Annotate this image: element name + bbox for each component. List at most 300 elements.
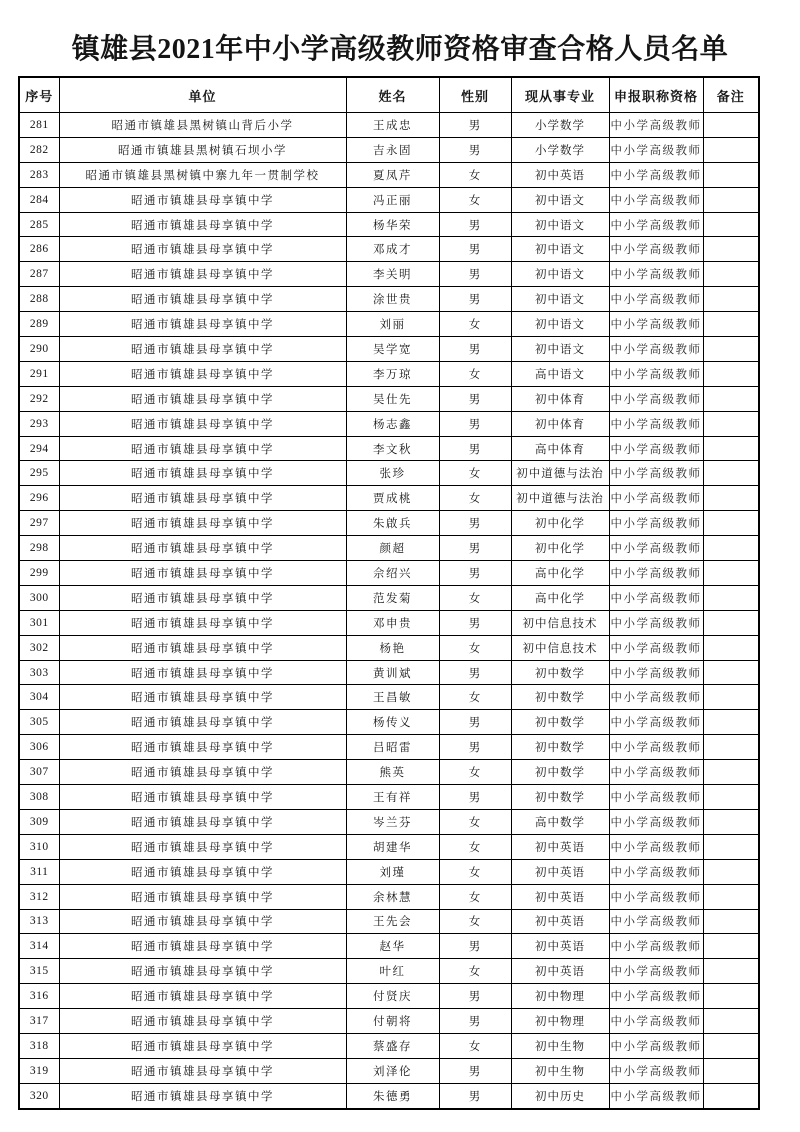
serial-cell: 283 bbox=[19, 162, 59, 187]
qualification-cell: 中小学高级教师 bbox=[609, 710, 703, 735]
remark-cell bbox=[703, 312, 759, 337]
qualification-cell: 中小学高级教师 bbox=[609, 610, 703, 635]
gender-cell: 男 bbox=[439, 137, 511, 162]
unit-cell: 昭通市镇雄县母享镇中学 bbox=[59, 436, 346, 461]
header-remark: 备注 bbox=[703, 77, 759, 113]
unit-cell: 昭通市镇雄县母享镇中学 bbox=[59, 785, 346, 810]
qualification-cell: 中小学高级教师 bbox=[609, 436, 703, 461]
remark-cell bbox=[703, 984, 759, 1009]
unit-cell: 昭通市镇雄县母享镇中学 bbox=[59, 486, 346, 511]
major-cell: 高中数学 bbox=[511, 809, 609, 834]
remark-cell bbox=[703, 785, 759, 810]
major-cell: 初中英语 bbox=[511, 834, 609, 859]
name-cell: 邓申贵 bbox=[346, 610, 439, 635]
unit-cell: 昭通市镇雄县母享镇中学 bbox=[59, 610, 346, 635]
remark-cell bbox=[703, 536, 759, 561]
table-row bbox=[19, 1009, 759, 1034]
serial-cell: 300 bbox=[19, 585, 59, 610]
major-cell: 初中语文 bbox=[511, 312, 609, 337]
serial-cell: 297 bbox=[19, 511, 59, 536]
major-cell: 初中语文 bbox=[511, 287, 609, 312]
table-row bbox=[19, 909, 759, 934]
table-row bbox=[19, 361, 759, 386]
unit-cell: 昭通市镇雄县母享镇中学 bbox=[59, 187, 346, 212]
name-cell: 李万琼 bbox=[346, 361, 439, 386]
gender-cell: 男 bbox=[439, 212, 511, 237]
name-cell: 蔡盛存 bbox=[346, 1033, 439, 1058]
name-cell: 熊英 bbox=[346, 760, 439, 785]
serial-cell: 317 bbox=[19, 1009, 59, 1034]
qualification-cell: 中小学高级教师 bbox=[609, 486, 703, 511]
table-row bbox=[19, 834, 759, 859]
remark-cell bbox=[703, 635, 759, 660]
table-row bbox=[19, 785, 759, 810]
qualification-cell: 中小学高级教师 bbox=[609, 361, 703, 386]
remark-cell bbox=[703, 909, 759, 934]
unit-cell: 昭通市镇雄县母享镇中学 bbox=[59, 859, 346, 884]
serial-cell: 303 bbox=[19, 660, 59, 685]
serial-cell: 284 bbox=[19, 187, 59, 212]
qualification-cell: 中小学高级教师 bbox=[609, 585, 703, 610]
serial-cell: 316 bbox=[19, 984, 59, 1009]
major-cell: 初中体育 bbox=[511, 386, 609, 411]
major-cell: 初中生物 bbox=[511, 1033, 609, 1058]
qualification-cell: 中小学高级教师 bbox=[609, 785, 703, 810]
gender-cell: 男 bbox=[439, 984, 511, 1009]
unit-cell: 昭通市镇雄县母享镇中学 bbox=[59, 710, 346, 735]
serial-cell: 313 bbox=[19, 909, 59, 934]
major-cell: 初中信息技术 bbox=[511, 635, 609, 660]
serial-cell: 315 bbox=[19, 959, 59, 984]
serial-cell: 293 bbox=[19, 411, 59, 436]
remark-cell bbox=[703, 287, 759, 312]
major-cell: 初中信息技术 bbox=[511, 610, 609, 635]
table-row bbox=[19, 411, 759, 436]
gender-cell: 男 bbox=[439, 1083, 511, 1108]
unit-cell: 昭通市镇雄县母享镇中学 bbox=[59, 287, 346, 312]
name-cell: 夏凤芹 bbox=[346, 162, 439, 187]
name-cell: 吴学宽 bbox=[346, 337, 439, 362]
unit-cell: 昭通市镇雄县母享镇中学 bbox=[59, 635, 346, 660]
remark-cell bbox=[703, 361, 759, 386]
unit-cell: 昭通市镇雄县母享镇中学 bbox=[59, 909, 346, 934]
table-row bbox=[19, 959, 759, 984]
name-cell: 杨志鑫 bbox=[346, 411, 439, 436]
header-serial: 序号 bbox=[19, 77, 59, 113]
gender-cell: 男 bbox=[439, 710, 511, 735]
gender-cell: 男 bbox=[439, 660, 511, 685]
table-row bbox=[19, 760, 759, 785]
qualification-cell: 中小学高级教师 bbox=[609, 337, 703, 362]
name-cell: 颜超 bbox=[346, 536, 439, 561]
unit-cell: 昭通市镇雄县母享镇中学 bbox=[59, 312, 346, 337]
gender-cell: 男 bbox=[439, 785, 511, 810]
table-row bbox=[19, 436, 759, 461]
serial-cell: 285 bbox=[19, 212, 59, 237]
table-row bbox=[19, 511, 759, 536]
header-gender: 性别 bbox=[439, 77, 511, 113]
unit-cell: 昭通市镇雄县黑树镇石坝小学 bbox=[59, 137, 346, 162]
major-cell: 初中英语 bbox=[511, 909, 609, 934]
serial-cell: 309 bbox=[19, 809, 59, 834]
serial-cell: 288 bbox=[19, 287, 59, 312]
header-major: 现从事专业 bbox=[511, 77, 609, 113]
unit-cell: 昭通市镇雄县母享镇中学 bbox=[59, 884, 346, 909]
name-cell: 李文秋 bbox=[346, 436, 439, 461]
remark-cell bbox=[703, 660, 759, 685]
major-cell: 初中化学 bbox=[511, 536, 609, 561]
major-cell: 初中语文 bbox=[511, 237, 609, 262]
unit-cell: 昭通市镇雄县母享镇中学 bbox=[59, 212, 346, 237]
name-cell: 张珍 bbox=[346, 461, 439, 486]
qualification-cell: 中小学高级教师 bbox=[609, 262, 703, 287]
serial-cell: 289 bbox=[19, 312, 59, 337]
name-cell: 刘泽伦 bbox=[346, 1058, 439, 1083]
gender-cell: 男 bbox=[439, 386, 511, 411]
table-row bbox=[19, 1033, 759, 1058]
qualification-cell: 中小学高级教师 bbox=[609, 536, 703, 561]
table-row bbox=[19, 660, 759, 685]
gender-cell: 女 bbox=[439, 1033, 511, 1058]
qualification-cell: 中小学高级教师 bbox=[609, 685, 703, 710]
unit-cell: 昭通市镇雄县母享镇中学 bbox=[59, 262, 346, 287]
qualification-cell: 中小学高级教师 bbox=[609, 212, 703, 237]
major-cell: 初中历史 bbox=[511, 1083, 609, 1108]
serial-cell: 301 bbox=[19, 610, 59, 635]
name-cell: 吕昭雷 bbox=[346, 735, 439, 760]
remark-cell bbox=[703, 386, 759, 411]
table-row bbox=[19, 287, 759, 312]
qualification-cell: 中小学高级教师 bbox=[609, 237, 703, 262]
remark-cell bbox=[703, 561, 759, 586]
unit-cell: 昭通市镇雄县母享镇中学 bbox=[59, 809, 346, 834]
major-cell: 初中数学 bbox=[511, 735, 609, 760]
unit-cell: 昭通市镇雄县黑树镇山背后小学 bbox=[59, 113, 346, 138]
serial-cell: 292 bbox=[19, 386, 59, 411]
remark-cell bbox=[703, 1058, 759, 1083]
serial-cell: 319 bbox=[19, 1058, 59, 1083]
unit-cell: 昭通市镇雄县母享镇中学 bbox=[59, 511, 346, 536]
gender-cell: 男 bbox=[439, 511, 511, 536]
name-cell: 吴仕先 bbox=[346, 386, 439, 411]
serial-cell: 291 bbox=[19, 361, 59, 386]
name-cell: 付朝将 bbox=[346, 1009, 439, 1034]
serial-cell: 311 bbox=[19, 859, 59, 884]
remark-cell bbox=[703, 610, 759, 635]
unit-cell: 昭通市镇雄县母享镇中学 bbox=[59, 660, 346, 685]
header-qualification: 申报职称资格 bbox=[609, 77, 703, 113]
gender-cell: 女 bbox=[439, 959, 511, 984]
name-cell: 岑兰芬 bbox=[346, 809, 439, 834]
table-row bbox=[19, 934, 759, 959]
serial-cell: 298 bbox=[19, 536, 59, 561]
gender-cell: 男 bbox=[439, 1009, 511, 1034]
remark-cell bbox=[703, 411, 759, 436]
remark-cell bbox=[703, 137, 759, 162]
unit-cell: 昭通市镇雄县母享镇中学 bbox=[59, 735, 346, 760]
table-row bbox=[19, 984, 759, 1009]
remark-cell bbox=[703, 834, 759, 859]
major-cell: 初中道德与法治 bbox=[511, 486, 609, 511]
name-cell: 黄训斌 bbox=[346, 660, 439, 685]
table-row bbox=[19, 312, 759, 337]
remark-cell bbox=[703, 585, 759, 610]
gender-cell: 女 bbox=[439, 312, 511, 337]
qualification-cell: 中小学高级教师 bbox=[609, 162, 703, 187]
table-row bbox=[19, 859, 759, 884]
table-row bbox=[19, 212, 759, 237]
major-cell: 初中数学 bbox=[511, 685, 609, 710]
qualification-cell: 中小学高级教师 bbox=[609, 511, 703, 536]
table-row bbox=[19, 585, 759, 610]
remark-cell bbox=[703, 685, 759, 710]
major-cell: 初中数学 bbox=[511, 785, 609, 810]
roster-table bbox=[18, 76, 760, 1110]
gender-cell: 男 bbox=[439, 561, 511, 586]
name-cell: 杨传义 bbox=[346, 710, 439, 735]
gender-cell: 女 bbox=[439, 909, 511, 934]
remark-cell bbox=[703, 262, 759, 287]
serial-cell: 320 bbox=[19, 1083, 59, 1108]
remark-cell bbox=[703, 884, 759, 909]
gender-cell: 男 bbox=[439, 934, 511, 959]
qualification-cell: 中小学高级教师 bbox=[609, 287, 703, 312]
major-cell: 初中生物 bbox=[511, 1058, 609, 1083]
major-cell: 初中数学 bbox=[511, 710, 609, 735]
unit-cell: 昭通市镇雄县母享镇中学 bbox=[59, 585, 346, 610]
name-cell: 朱德勇 bbox=[346, 1083, 439, 1108]
qualification-cell: 中小学高级教师 bbox=[609, 312, 703, 337]
unit-cell: 昭通市镇雄县母享镇中学 bbox=[59, 1083, 346, 1108]
remark-cell bbox=[703, 212, 759, 237]
table-row bbox=[19, 561, 759, 586]
table-row bbox=[19, 1083, 759, 1108]
gender-cell: 女 bbox=[439, 809, 511, 834]
remark-cell bbox=[703, 809, 759, 834]
major-cell: 高中化学 bbox=[511, 585, 609, 610]
qualification-cell: 中小学高级教师 bbox=[609, 735, 703, 760]
gender-cell: 男 bbox=[439, 337, 511, 362]
remark-cell bbox=[703, 1033, 759, 1058]
qualification-cell: 中小学高级教师 bbox=[609, 809, 703, 834]
major-cell: 小学数学 bbox=[511, 137, 609, 162]
header-name: 姓名 bbox=[346, 77, 439, 113]
major-cell: 初中英语 bbox=[511, 859, 609, 884]
table-row bbox=[19, 461, 759, 486]
name-cell: 朱啟兵 bbox=[346, 511, 439, 536]
gender-cell: 女 bbox=[439, 585, 511, 610]
qualification-cell: 中小学高级教师 bbox=[609, 1033, 703, 1058]
name-cell: 王先会 bbox=[346, 909, 439, 934]
qualification-cell: 中小学高级教师 bbox=[609, 1083, 703, 1108]
serial-cell: 308 bbox=[19, 785, 59, 810]
unit-cell: 昭通市镇雄县母享镇中学 bbox=[59, 461, 346, 486]
remark-cell bbox=[703, 859, 759, 884]
remark-cell bbox=[703, 760, 759, 785]
unit-cell: 昭通市镇雄县母享镇中学 bbox=[59, 386, 346, 411]
qualification-cell: 中小学高级教师 bbox=[609, 884, 703, 909]
name-cell: 贾成桃 bbox=[346, 486, 439, 511]
gender-cell: 男 bbox=[439, 1058, 511, 1083]
qualification-cell: 中小学高级教师 bbox=[609, 909, 703, 934]
remark-cell bbox=[703, 735, 759, 760]
remark-cell bbox=[703, 187, 759, 212]
page-title: 镇雄县2021年中小学高级教师资格审查合格人员名单 bbox=[71, 34, 729, 65]
remark-cell bbox=[703, 934, 759, 959]
table-row bbox=[19, 610, 759, 635]
gender-cell: 女 bbox=[439, 461, 511, 486]
unit-cell: 昭通市镇雄县母享镇中学 bbox=[59, 337, 346, 362]
unit-cell: 昭通市镇雄县母享镇中学 bbox=[59, 361, 346, 386]
qualification-cell: 中小学高级教师 bbox=[609, 760, 703, 785]
qualification-cell: 中小学高级教师 bbox=[609, 859, 703, 884]
remark-cell bbox=[703, 237, 759, 262]
table-row bbox=[19, 735, 759, 760]
name-cell: 冯正丽 bbox=[346, 187, 439, 212]
qualification-cell: 中小学高级教师 bbox=[609, 635, 703, 660]
qualification-cell: 中小学高级教师 bbox=[609, 1009, 703, 1034]
remark-cell bbox=[703, 1083, 759, 1108]
remark-cell bbox=[703, 959, 759, 984]
major-cell: 初中道德与法治 bbox=[511, 461, 609, 486]
qualification-cell: 中小学高级教师 bbox=[609, 461, 703, 486]
remark-cell bbox=[703, 113, 759, 138]
table-row bbox=[19, 486, 759, 511]
header-unit: 单位 bbox=[59, 77, 346, 113]
qualification-cell: 中小学高级教师 bbox=[609, 561, 703, 586]
remark-cell bbox=[703, 710, 759, 735]
name-cell: 叶红 bbox=[346, 959, 439, 984]
name-cell: 刘丽 bbox=[346, 312, 439, 337]
unit-cell: 昭通市镇雄县母享镇中学 bbox=[59, 984, 346, 1009]
qualification-cell: 中小学高级教师 bbox=[609, 386, 703, 411]
qualification-cell: 中小学高级教师 bbox=[609, 187, 703, 212]
gender-cell: 男 bbox=[439, 610, 511, 635]
table-row bbox=[19, 1058, 759, 1083]
name-cell: 付贤庆 bbox=[346, 984, 439, 1009]
table-row bbox=[19, 809, 759, 834]
table-row bbox=[19, 710, 759, 735]
qualification-cell: 中小学高级教师 bbox=[609, 1058, 703, 1083]
unit-cell: 昭通市镇雄县母享镇中学 bbox=[59, 834, 346, 859]
serial-cell: 299 bbox=[19, 561, 59, 586]
major-cell: 高中化学 bbox=[511, 561, 609, 586]
major-cell: 初中化学 bbox=[511, 511, 609, 536]
gender-cell: 女 bbox=[439, 760, 511, 785]
remark-cell bbox=[703, 461, 759, 486]
table-row bbox=[19, 685, 759, 710]
unit-cell: 昭通市镇雄县母享镇中学 bbox=[59, 1033, 346, 1058]
name-cell: 王有祥 bbox=[346, 785, 439, 810]
gender-cell: 女 bbox=[439, 635, 511, 660]
major-cell: 初中语文 bbox=[511, 337, 609, 362]
major-cell: 初中语文 bbox=[511, 262, 609, 287]
name-cell: 邓成才 bbox=[346, 237, 439, 262]
serial-cell: 296 bbox=[19, 486, 59, 511]
gender-cell: 男 bbox=[439, 735, 511, 760]
table-row bbox=[19, 884, 759, 909]
major-cell: 高中语文 bbox=[511, 361, 609, 386]
name-cell: 李关明 bbox=[346, 262, 439, 287]
qualification-cell: 中小学高级教师 bbox=[609, 411, 703, 436]
gender-cell: 男 bbox=[439, 411, 511, 436]
table-row bbox=[19, 337, 759, 362]
name-cell: 王成忠 bbox=[346, 113, 439, 138]
serial-cell: 310 bbox=[19, 834, 59, 859]
unit-cell: 昭通市镇雄县黑树镇中寨九年一贯制学校 bbox=[59, 162, 346, 187]
serial-cell: 290 bbox=[19, 337, 59, 362]
serial-cell: 312 bbox=[19, 884, 59, 909]
gender-cell: 女 bbox=[439, 685, 511, 710]
remark-cell bbox=[703, 436, 759, 461]
major-cell: 初中英语 bbox=[511, 934, 609, 959]
name-cell: 胡建华 bbox=[346, 834, 439, 859]
table-row bbox=[19, 262, 759, 287]
name-cell: 赵华 bbox=[346, 934, 439, 959]
major-cell: 小学数学 bbox=[511, 113, 609, 138]
major-cell: 初中语文 bbox=[511, 212, 609, 237]
serial-cell: 294 bbox=[19, 436, 59, 461]
table-row bbox=[19, 386, 759, 411]
major-cell: 初中语文 bbox=[511, 187, 609, 212]
qualification-cell: 中小学高级教师 bbox=[609, 660, 703, 685]
serial-cell: 286 bbox=[19, 237, 59, 262]
gender-cell: 女 bbox=[439, 834, 511, 859]
serial-cell: 304 bbox=[19, 685, 59, 710]
unit-cell: 昭通市镇雄县母享镇中学 bbox=[59, 1058, 346, 1083]
unit-cell: 昭通市镇雄县母享镇中学 bbox=[59, 1009, 346, 1034]
name-cell: 杨华荣 bbox=[346, 212, 439, 237]
serial-cell: 282 bbox=[19, 137, 59, 162]
unit-cell: 昭通市镇雄县母享镇中学 bbox=[59, 561, 346, 586]
name-cell: 杨艳 bbox=[346, 635, 439, 660]
remark-cell bbox=[703, 162, 759, 187]
name-cell: 余林慧 bbox=[346, 884, 439, 909]
major-cell: 初中数学 bbox=[511, 660, 609, 685]
gender-cell: 女 bbox=[439, 162, 511, 187]
serial-cell: 314 bbox=[19, 934, 59, 959]
gender-cell: 女 bbox=[439, 486, 511, 511]
major-cell: 初中物理 bbox=[511, 1009, 609, 1034]
serial-cell: 281 bbox=[19, 113, 59, 138]
unit-cell: 昭通市镇雄县母享镇中学 bbox=[59, 536, 346, 561]
gender-cell: 女 bbox=[439, 884, 511, 909]
table-row bbox=[19, 137, 759, 162]
gender-cell: 男 bbox=[439, 536, 511, 561]
name-cell: 佘绍兴 bbox=[346, 561, 439, 586]
serial-cell: 295 bbox=[19, 461, 59, 486]
qualification-cell: 中小学高级教师 bbox=[609, 137, 703, 162]
name-cell: 涂世贵 bbox=[346, 287, 439, 312]
major-cell: 初中英语 bbox=[511, 162, 609, 187]
qualification-cell: 中小学高级教师 bbox=[609, 959, 703, 984]
unit-cell: 昭通市镇雄县母享镇中学 bbox=[59, 411, 346, 436]
gender-cell: 男 bbox=[439, 262, 511, 287]
remark-cell bbox=[703, 511, 759, 536]
serial-cell: 306 bbox=[19, 735, 59, 760]
table-row bbox=[19, 162, 759, 187]
table-row bbox=[19, 536, 759, 561]
gender-cell: 男 bbox=[439, 287, 511, 312]
name-cell: 吉永固 bbox=[346, 137, 439, 162]
gender-cell: 女 bbox=[439, 361, 511, 386]
major-cell: 初中英语 bbox=[511, 959, 609, 984]
major-cell: 初中体育 bbox=[511, 411, 609, 436]
table-row bbox=[19, 113, 759, 138]
unit-cell: 昭通市镇雄县母享镇中学 bbox=[59, 237, 346, 262]
major-cell: 初中物理 bbox=[511, 984, 609, 1009]
qualification-cell: 中小学高级教师 bbox=[609, 984, 703, 1009]
